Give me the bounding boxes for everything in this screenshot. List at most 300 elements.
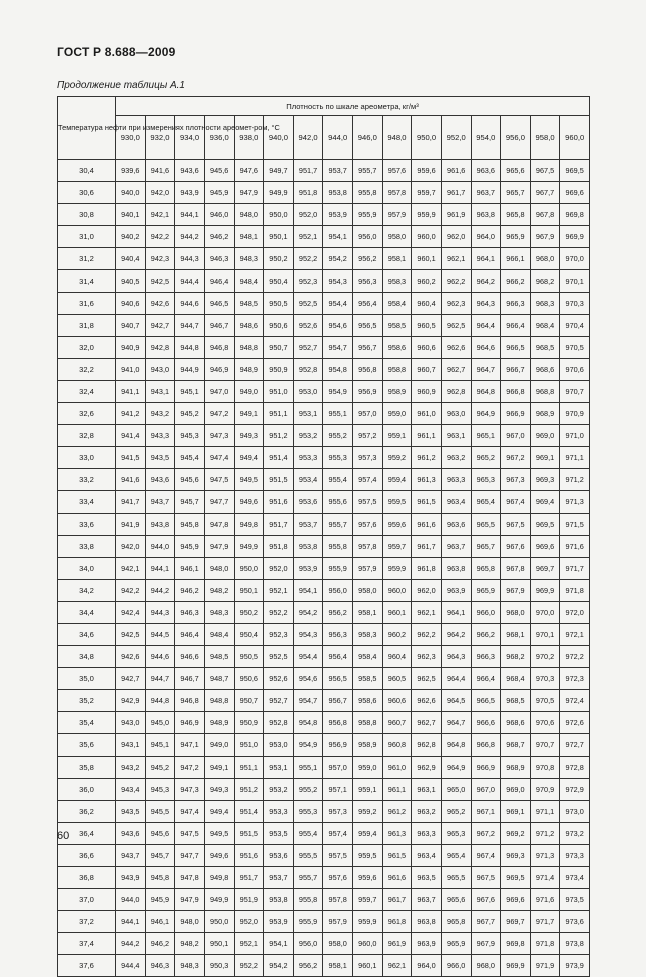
- table-row: [58, 800, 590, 822]
- density-cell: 960,6: [382, 690, 412, 712]
- density-cell: 943,5: [116, 800, 146, 822]
- temperature-cell: 35,8: [58, 756, 116, 778]
- density-cell: 969,0: [501, 778, 531, 800]
- density-cell: 948,5: [234, 292, 264, 314]
- density-cell: 951,9: [234, 889, 264, 911]
- density-cell: 952,6: [293, 314, 323, 336]
- density-cell: 953,9: [293, 557, 323, 579]
- density-cell: 964,4: [471, 314, 501, 336]
- density-cell: 953,6: [293, 491, 323, 513]
- density-cell: 957,6: [382, 160, 412, 182]
- density-cell: 969,2: [501, 822, 531, 844]
- density-cell: 953,3: [264, 800, 294, 822]
- density-cell: 958,6: [382, 336, 412, 358]
- density-cell: 943,8: [145, 513, 175, 535]
- density-cell: 963,6: [471, 160, 501, 182]
- density-cell: 964,1: [441, 601, 471, 623]
- density-cell: 950,3: [204, 955, 234, 977]
- density-cell: 958,4: [382, 292, 412, 314]
- density-cell: 959,9: [353, 911, 383, 933]
- density-cell: 963,7: [471, 182, 501, 204]
- table-row: [58, 425, 590, 447]
- table-row: [58, 822, 590, 844]
- density-cell: 971,9: [530, 955, 560, 977]
- density-cell: 946,8: [204, 336, 234, 358]
- density-cell: 959,2: [382, 447, 412, 469]
- density-cell: 969,3: [501, 844, 531, 866]
- density-cell: 942,0: [116, 535, 146, 557]
- density-cell: 967,6: [471, 889, 501, 911]
- column-header: 948,0: [382, 116, 412, 160]
- density-cell: 961,2: [412, 447, 442, 469]
- density-cell: 960,8: [382, 734, 412, 756]
- density-cell: 965,5: [441, 867, 471, 889]
- table-row: [58, 601, 590, 623]
- density-cell: 957,4: [353, 469, 383, 491]
- density-cell: 966,0: [441, 955, 471, 977]
- density-cell: 955,1: [323, 403, 353, 425]
- density-cell: 957,2: [353, 425, 383, 447]
- density-cell: 957,8: [353, 535, 383, 557]
- density-cell: 964,6: [471, 336, 501, 358]
- density-cell: 960,4: [382, 646, 412, 668]
- temperature-cell: 32,6: [58, 403, 116, 425]
- density-cell: 947,0: [204, 380, 234, 402]
- density-cell: 952,0: [293, 204, 323, 226]
- density-cell: 969,6: [501, 889, 531, 911]
- density-cell: 961,5: [412, 491, 442, 513]
- density-cell: 953,2: [264, 778, 294, 800]
- density-cell: 944,0: [145, 535, 175, 557]
- density-cell: 944,7: [175, 314, 205, 336]
- temperature-cell: 32,2: [58, 358, 116, 380]
- density-cell: 946,8: [175, 690, 205, 712]
- density-cell: 963,4: [441, 491, 471, 513]
- density-cell: 949,4: [204, 800, 234, 822]
- density-cell: 957,3: [323, 800, 353, 822]
- density-cell: 943,7: [145, 491, 175, 513]
- density-cell: 962,0: [412, 579, 442, 601]
- density-cell: 949,7: [264, 160, 294, 182]
- density-cell: 952,6: [264, 668, 294, 690]
- table-row: [58, 955, 590, 977]
- density-cell: 948,4: [234, 270, 264, 292]
- density-cell: 973,8: [560, 933, 590, 955]
- density-cell: 943,2: [116, 756, 146, 778]
- density-cell: 952,0: [264, 557, 294, 579]
- density-cell: 951,1: [264, 403, 294, 425]
- density-cell: 946,1: [145, 911, 175, 933]
- density-cell: 971,6: [560, 535, 590, 557]
- density-cell: 948,3: [234, 248, 264, 270]
- density-cell: 965,3: [441, 822, 471, 844]
- density-cell: 970,7: [560, 380, 590, 402]
- density-cell: 961,8: [382, 911, 412, 933]
- density-cell: 952,7: [293, 336, 323, 358]
- density-cell: 963,9: [441, 579, 471, 601]
- density-cell: 955,9: [353, 204, 383, 226]
- temperature-header: Температура нефти при измерениях плотности ареомет-ром, °С: [58, 97, 116, 160]
- density-cell: 963,4: [412, 844, 442, 866]
- density-cell: 946,7: [204, 314, 234, 336]
- density-cell: 947,9: [175, 889, 205, 911]
- density-cell: 952,3: [264, 623, 294, 645]
- density-cell: 956,0: [323, 579, 353, 601]
- density-cell: 973,9: [560, 955, 590, 977]
- density-table: [57, 96, 590, 977]
- density-cell: 959,1: [353, 778, 383, 800]
- density-cell: 967,7: [471, 911, 501, 933]
- density-cell: 941,5: [116, 447, 146, 469]
- density-cell: 956,9: [353, 380, 383, 402]
- temperature-cell: 37,4: [58, 933, 116, 955]
- temperature-cell: 32,8: [58, 425, 116, 447]
- density-cell: 961,0: [412, 403, 442, 425]
- density-cell: 967,5: [471, 867, 501, 889]
- density-cell: 962,3: [412, 646, 442, 668]
- density-cell: 954,1: [293, 579, 323, 601]
- density-cell: 967,4: [501, 491, 531, 513]
- density-cell: 962,5: [441, 314, 471, 336]
- density-cell: 957,8: [323, 889, 353, 911]
- density-cell: 960,0: [412, 226, 442, 248]
- density-cell: 947,3: [175, 778, 205, 800]
- density-cell: 963,9: [412, 933, 442, 955]
- density-cell: 955,8: [293, 889, 323, 911]
- temperature-cell: 33,4: [58, 491, 116, 513]
- column-header: 956,0: [501, 116, 531, 160]
- document-header: ГОСТ Р 8.688—2009: [57, 45, 176, 59]
- density-cell: 971,7: [530, 911, 560, 933]
- density-cell: 955,7: [293, 867, 323, 889]
- density-cell: 948,4: [204, 623, 234, 645]
- column-header: 934,0: [175, 116, 205, 160]
- density-cell: 960,5: [412, 314, 442, 336]
- table-row: [58, 314, 590, 336]
- density-cell: 969,7: [530, 557, 560, 579]
- density-cell: 957,9: [323, 911, 353, 933]
- density-cell: 942,1: [145, 204, 175, 226]
- density-cell: 952,2: [264, 601, 294, 623]
- density-cell: 940,4: [116, 248, 146, 270]
- density-cell: 962,6: [441, 336, 471, 358]
- density-cell: 967,9: [471, 933, 501, 955]
- density-cell: 969,9: [530, 579, 560, 601]
- density-cell: 969,6: [560, 182, 590, 204]
- temperature-cell: 30,4: [58, 160, 116, 182]
- density-cell: 948,9: [234, 358, 264, 380]
- temperature-cell: 36,6: [58, 844, 116, 866]
- density-cell: 946,4: [175, 623, 205, 645]
- density-cell: 947,6: [234, 160, 264, 182]
- density-cell: 951,2: [264, 425, 294, 447]
- density-cell: 946,2: [175, 579, 205, 601]
- density-cell: 946,7: [175, 668, 205, 690]
- density-cell: 958,0: [323, 933, 353, 955]
- temperature-cell: 33,6: [58, 513, 116, 535]
- density-cell: 949,4: [234, 447, 264, 469]
- density-cell: 968,0: [471, 955, 501, 977]
- density-cell: 953,5: [264, 822, 294, 844]
- density-cell: 966,9: [501, 403, 531, 425]
- density-cell: 959,5: [382, 491, 412, 513]
- density-cell: 954,4: [323, 292, 353, 314]
- density-cell: 960,4: [412, 292, 442, 314]
- table-row: [58, 403, 590, 425]
- density-cell: 954,6: [323, 314, 353, 336]
- temperature-cell: 37,0: [58, 889, 116, 911]
- density-cell: 950,4: [264, 270, 294, 292]
- table-row: [58, 380, 590, 402]
- density-cell: 951,8: [293, 182, 323, 204]
- density-cell: 966,3: [501, 292, 531, 314]
- density-cell: 954,7: [293, 690, 323, 712]
- density-cell: 955,3: [293, 800, 323, 822]
- density-cell: 950,1: [234, 579, 264, 601]
- density-cell: 941,9: [116, 513, 146, 535]
- density-cell: 954,8: [323, 358, 353, 380]
- density-cell: 964,7: [441, 712, 471, 734]
- density-cell: 963,2: [412, 800, 442, 822]
- density-cell: 966,6: [471, 712, 501, 734]
- density-cell: 958,3: [353, 623, 383, 645]
- density-cell: 947,3: [204, 425, 234, 447]
- density-cell: 954,1: [323, 226, 353, 248]
- density-cell: 971,1: [560, 447, 590, 469]
- density-cell: 962,9: [412, 756, 442, 778]
- density-cell: 971,6: [530, 889, 560, 911]
- density-cell: 971,2: [530, 822, 560, 844]
- density-cell: 945,0: [145, 712, 175, 734]
- density-cell: 970,1: [530, 623, 560, 645]
- density-cell: 947,2: [204, 403, 234, 425]
- density-cell: 951,4: [264, 447, 294, 469]
- density-cell: 970,6: [530, 712, 560, 734]
- density-cell: 962,1: [382, 955, 412, 977]
- table-caption: Продолжение таблицы А.1: [57, 80, 185, 91]
- temperature-cell: 35,2: [58, 690, 116, 712]
- density-cell: 945,6: [204, 160, 234, 182]
- density-cell: 953,8: [293, 535, 323, 557]
- density-cell: 940,1: [116, 204, 146, 226]
- density-cell: 964,8: [471, 380, 501, 402]
- density-cell: 946,3: [175, 601, 205, 623]
- density-cell: 953,6: [264, 844, 294, 866]
- density-cell: 965,7: [471, 535, 501, 557]
- density-cell: 950,9: [234, 712, 264, 734]
- density-cell: 949,1: [234, 403, 264, 425]
- density-cell: 961,0: [382, 756, 412, 778]
- density-cell: 954,3: [293, 623, 323, 645]
- density-cell: 945,9: [204, 182, 234, 204]
- column-header: 932,0: [145, 116, 175, 160]
- density-cell: 950,7: [234, 690, 264, 712]
- density-cell: 972,1: [560, 623, 590, 645]
- density-cell: 954,2: [293, 601, 323, 623]
- density-cell: 962,2: [441, 270, 471, 292]
- density-cell: 950,0: [234, 557, 264, 579]
- density-cell: 951,6: [234, 844, 264, 866]
- density-cell: 955,2: [293, 778, 323, 800]
- density-cell: 956,3: [323, 623, 353, 645]
- density-cell: 959,7: [412, 182, 442, 204]
- density-cell: 949,6: [234, 491, 264, 513]
- density-cell: 948,3: [175, 955, 205, 977]
- density-cell: 942,7: [116, 668, 146, 690]
- density-cell: 964,9: [441, 756, 471, 778]
- density-cell: 962,0: [441, 226, 471, 248]
- temperature-cell: 37,2: [58, 911, 116, 933]
- density-cell: 950,0: [204, 911, 234, 933]
- column-header: 936,0: [204, 116, 234, 160]
- density-cell: 949,0: [234, 380, 264, 402]
- density-cell: 965,8: [501, 204, 531, 226]
- density-cell: 949,3: [204, 778, 234, 800]
- density-cell: 945,1: [145, 734, 175, 756]
- density-cell: 962,1: [441, 248, 471, 270]
- temperature-cell: 33,2: [58, 469, 116, 491]
- density-cell: 967,6: [501, 535, 531, 557]
- density-cell: 964,0: [412, 955, 442, 977]
- density-cell: 956,9: [323, 734, 353, 756]
- density-cell: 946,0: [204, 204, 234, 226]
- density-cell: 967,9: [501, 579, 531, 601]
- density-cell: 965,2: [441, 800, 471, 822]
- density-cell: 955,3: [323, 447, 353, 469]
- density-cell: 957,8: [382, 182, 412, 204]
- density-cell: 953,9: [323, 204, 353, 226]
- density-cell: 972,0: [560, 601, 590, 623]
- density-cell: 948,2: [175, 933, 205, 955]
- density-cell: 956,0: [353, 226, 383, 248]
- density-cell: 956,4: [323, 646, 353, 668]
- table-header: [58, 97, 590, 160]
- density-cell: 948,7: [204, 668, 234, 690]
- density-cell: 971,8: [530, 933, 560, 955]
- density-cell: 948,3: [204, 601, 234, 623]
- density-cell: 969,6: [530, 535, 560, 557]
- density-cell: 951,4: [234, 800, 264, 822]
- density-cell: 953,8: [264, 889, 294, 911]
- density-cell: 945,2: [145, 756, 175, 778]
- density-cell: 967,3: [501, 469, 531, 491]
- column-header: 958,0: [530, 116, 560, 160]
- density-cell: 955,4: [323, 469, 353, 491]
- density-cell: 963,3: [441, 469, 471, 491]
- density-cell: 952,5: [264, 646, 294, 668]
- density-cell: 971,1: [530, 800, 560, 822]
- density-cell: 942,2: [145, 226, 175, 248]
- density-cell: 943,4: [116, 778, 146, 800]
- density-cell: 947,9: [234, 182, 264, 204]
- density-cell: 959,2: [353, 800, 383, 822]
- density-cell: 965,9: [471, 579, 501, 601]
- density-cell: 951,5: [234, 822, 264, 844]
- density-cell: 950,4: [234, 623, 264, 645]
- density-cell: 941,1: [116, 380, 146, 402]
- density-cell: 970,3: [560, 292, 590, 314]
- density-cell: 942,5: [145, 270, 175, 292]
- density-cell: 954,1: [264, 933, 294, 955]
- density-cell: 949,9: [234, 535, 264, 557]
- density-cell: 949,1: [204, 756, 234, 778]
- density-cell: 945,1: [175, 380, 205, 402]
- density-cell: 946,6: [175, 646, 205, 668]
- column-header: 930,0: [116, 116, 146, 160]
- density-cell: 948,0: [234, 204, 264, 226]
- density-cell: 949,8: [204, 867, 234, 889]
- density-cell: 953,7: [293, 513, 323, 535]
- density-cell: 972,9: [560, 778, 590, 800]
- density-cell: 956,8: [323, 712, 353, 734]
- density-cell: 950,7: [264, 336, 294, 358]
- density-cell: 954,8: [293, 712, 323, 734]
- density-cell: 969,8: [501, 933, 531, 955]
- density-cell: 949,9: [204, 889, 234, 911]
- density-cell: 962,7: [412, 712, 442, 734]
- density-cell: 941,4: [116, 425, 146, 447]
- density-cell: 967,0: [501, 425, 531, 447]
- density-cell: 957,1: [323, 778, 353, 800]
- density-cell: 953,4: [293, 469, 323, 491]
- density-cell: 953,0: [264, 734, 294, 756]
- density-cell: 942,2: [116, 579, 146, 601]
- density-cell: 944,2: [145, 579, 175, 601]
- density-cell: 968,8: [530, 380, 560, 402]
- density-cell: 962,2: [412, 623, 442, 645]
- table-row: [58, 160, 590, 182]
- temperature-cell: 31,2: [58, 248, 116, 270]
- density-cell: 967,5: [501, 513, 531, 535]
- density-cell: 951,2: [234, 778, 264, 800]
- column-header: 952,0: [441, 116, 471, 160]
- density-cell: 945,6: [175, 469, 205, 491]
- table-row: [58, 270, 590, 292]
- density-cell: 962,8: [412, 734, 442, 756]
- density-cell: 967,1: [471, 800, 501, 822]
- density-cell: 968,0: [501, 601, 531, 623]
- density-cell: 972,6: [560, 712, 590, 734]
- density-cell: 959,4: [382, 469, 412, 491]
- density-cell: 965,4: [471, 491, 501, 513]
- density-cell: 970,2: [530, 646, 560, 668]
- density-cell: 960,6: [412, 336, 442, 358]
- density-cell: 961,7: [412, 535, 442, 557]
- density-cell: 947,8: [175, 867, 205, 889]
- density-cell: 959,9: [382, 557, 412, 579]
- density-cell: 947,9: [204, 535, 234, 557]
- density-cell: 965,6: [441, 889, 471, 911]
- density-cell: 946,2: [145, 933, 175, 955]
- density-cell: 966,4: [501, 314, 531, 336]
- temperature-cell: 30,6: [58, 182, 116, 204]
- density-cell: 961,5: [382, 844, 412, 866]
- table-row: [58, 248, 590, 270]
- density-cell: 947,4: [175, 800, 205, 822]
- density-cell: 967,8: [501, 557, 531, 579]
- density-cell: 943,9: [175, 182, 205, 204]
- density-cell: 969,0: [530, 425, 560, 447]
- density-cell: 958,8: [382, 358, 412, 380]
- density-cell: 950,2: [264, 248, 294, 270]
- table-row: [58, 336, 590, 358]
- density-cell: 946,9: [175, 712, 205, 734]
- density-cell: 944,2: [175, 226, 205, 248]
- density-cell: 947,1: [175, 734, 205, 756]
- density-cell: 941,0: [116, 358, 146, 380]
- density-cell: 965,5: [471, 513, 501, 535]
- density-cell: 940,0: [116, 182, 146, 204]
